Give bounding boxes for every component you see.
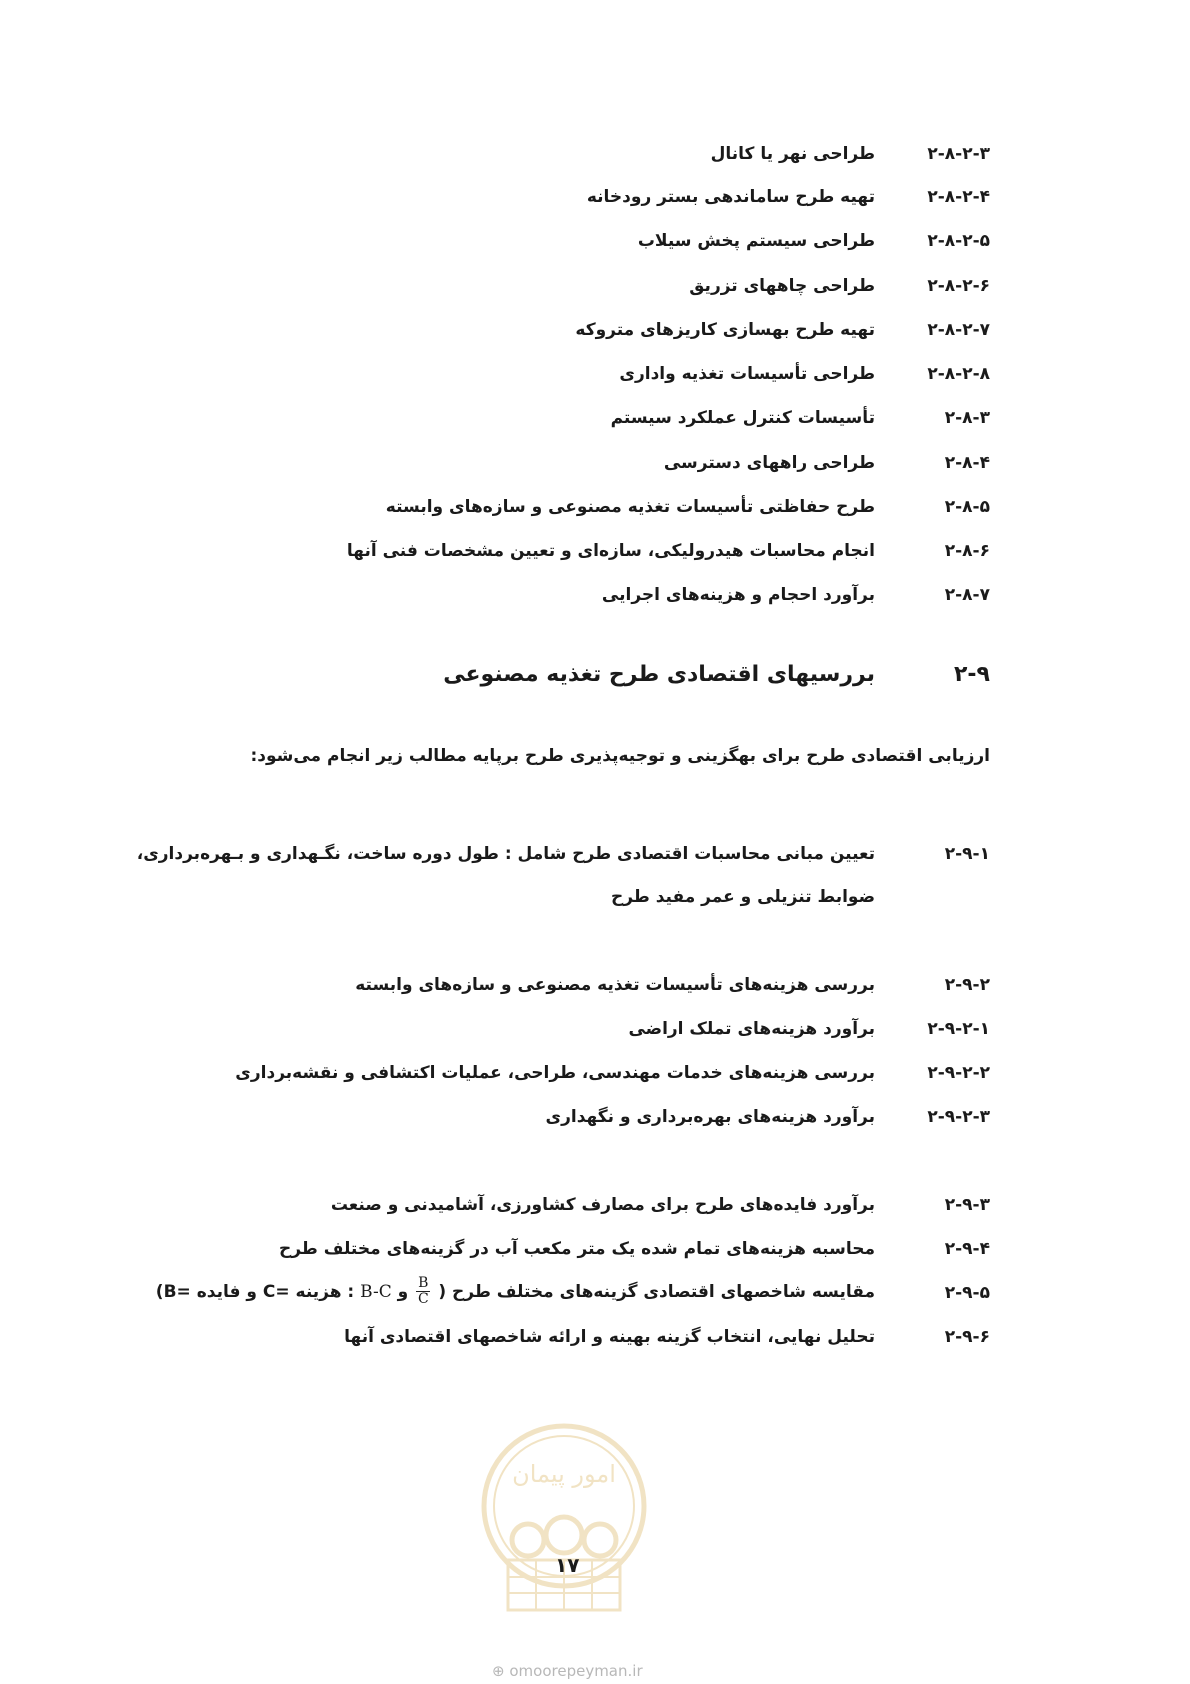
item-text-line2: ضوابط تنزیلی و عمر مفید طرح xyxy=(610,887,875,907)
item-text: طراحی نهر یا کانال xyxy=(710,144,875,164)
item-number: ۲-۹-۱ xyxy=(944,844,990,864)
item-text: برآورد فایده‌های طرح برای مصارف کشاورزی، آشامیدنی و صنعت xyxy=(330,1195,875,1215)
item-number: ۲-۸-۲-۸ xyxy=(927,364,990,384)
item-number: ۲-۸-۳ xyxy=(944,408,990,428)
item-text: برآورد احجام و هزینه‌های اجرایی xyxy=(601,585,875,605)
section-number: ۲-۹ xyxy=(954,662,990,687)
b-minus-c: B-C xyxy=(360,1281,392,1302)
and-word: و xyxy=(397,1281,409,1302)
section-title: بررسیهای اقتصادی طرح تغذیه مصنوعی xyxy=(443,662,875,687)
item-number: ۲-۸-۲-۵ xyxy=(927,231,990,251)
intro-paragraph: ارزیابی اقتصادی طرح برای بهگزینی و توجیه‌پذیری طرح برپایه مطالب زیر انجام می‌شود: xyxy=(250,746,990,766)
fraction-denominator: C xyxy=(417,1291,429,1308)
item-text: تهیه طرح ساماندهی بستر رودخانه xyxy=(586,187,875,207)
item-text-with-formula xyxy=(156,1276,875,1308)
item-text: برآورد هزینه‌های بهره‌برداری و نگهداری xyxy=(545,1107,875,1127)
item-text: طراحی راههای دسترسی xyxy=(663,453,875,473)
globe-icon: ⊕ xyxy=(492,1662,505,1680)
page-number: ۱۷ xyxy=(555,1553,580,1577)
item-text: طراحی چاههای تزریق xyxy=(689,276,875,296)
item-text: تهیه طرح بهسازی کاریزهای متروکه xyxy=(575,320,875,340)
item-number: ۲-۹-۲-۲ xyxy=(927,1063,990,1083)
item-number: ۲-۹-۶ xyxy=(944,1327,990,1347)
item-number: ۲-۹-۵ xyxy=(944,1283,990,1303)
item-number: ۲-۸-۵ xyxy=(944,497,990,517)
item-text: طراحی تأسیسات تغذیه واداری xyxy=(619,364,875,384)
item-number: ۲-۸-۲-۷ xyxy=(927,320,990,340)
item-number: ۲-۹-۲-۱ xyxy=(927,1019,990,1039)
item-text: طراحی سیستم پخش سیلاب xyxy=(637,231,875,251)
item-number: ۲-۸-۶ xyxy=(944,541,990,561)
item-number: ۲-۸-۲-۶ xyxy=(927,276,990,296)
item-text: تأسیسات کنترل عملکرد سیستم xyxy=(610,408,875,428)
item-text: بررسی هزینه‌های تأسیسات تغذیه مصنوعی و سازه‌های وابسته xyxy=(355,975,875,995)
item-number: ۲-۸-۲-۳ xyxy=(927,144,990,164)
item-number: ۲-۹-۲-۳ xyxy=(927,1107,990,1127)
fraction-numerator: B xyxy=(418,1275,429,1291)
item-text: برآورد هزینه‌های تملک اراضی xyxy=(628,1019,875,1039)
item-text: تحلیل نهایی، انتخاب گزینه بهینه و ارائه شاخصهای اقتصادی آنها xyxy=(344,1327,875,1347)
item-number: ۲-۸-۴ xyxy=(944,453,990,473)
item-number: ۲-۹-۳ xyxy=(944,1195,990,1215)
item-text: مقایسه شاخصهای اقتصادی گزینه‌های مختلف طرح ( xyxy=(438,1281,875,1302)
watermark-text: امور پیمان xyxy=(512,1460,616,1488)
item-number: ۲-۸-۲-۴ xyxy=(927,187,990,207)
item-number: ۲-۹-۴ xyxy=(944,1239,990,1259)
watermark-url xyxy=(492,1662,643,1680)
item-number: ۲-۹-۲ xyxy=(944,975,990,995)
item-number: ۲-۸-۷ xyxy=(944,585,990,605)
item-text: طرح حفاظتی تأسیسات تغذیه مصنوعی و سازه‌های وابسته xyxy=(385,497,875,517)
item-text: بررسی هزینه‌های خدمات مهندسی، طراحی، عملیات اکتشافی و نقشه‌برداری xyxy=(235,1063,875,1083)
legend-text: : هزینه =C و فایده =B) xyxy=(155,1281,355,1302)
watermark-url-text: omoorepeyman.ir xyxy=(509,1662,643,1680)
watermark-seal xyxy=(478,1420,650,1620)
item-text-line1: تعیین مبانی محاسبات اقتصادی طرح شامل : طول دوره ساخت، نگـهداری و بـهره‌برداری، xyxy=(136,844,875,864)
item-text: انجام محاسبات هیدرولیکی، سازه‌ای و تعیین مشخصات فنی آنها xyxy=(346,541,875,561)
benefit-cost-fraction xyxy=(416,1276,430,1308)
item-text: محاسبه هزینه‌های تمام شده یک متر مکعب آب در گزینه‌های مختلف طرح xyxy=(278,1239,875,1259)
